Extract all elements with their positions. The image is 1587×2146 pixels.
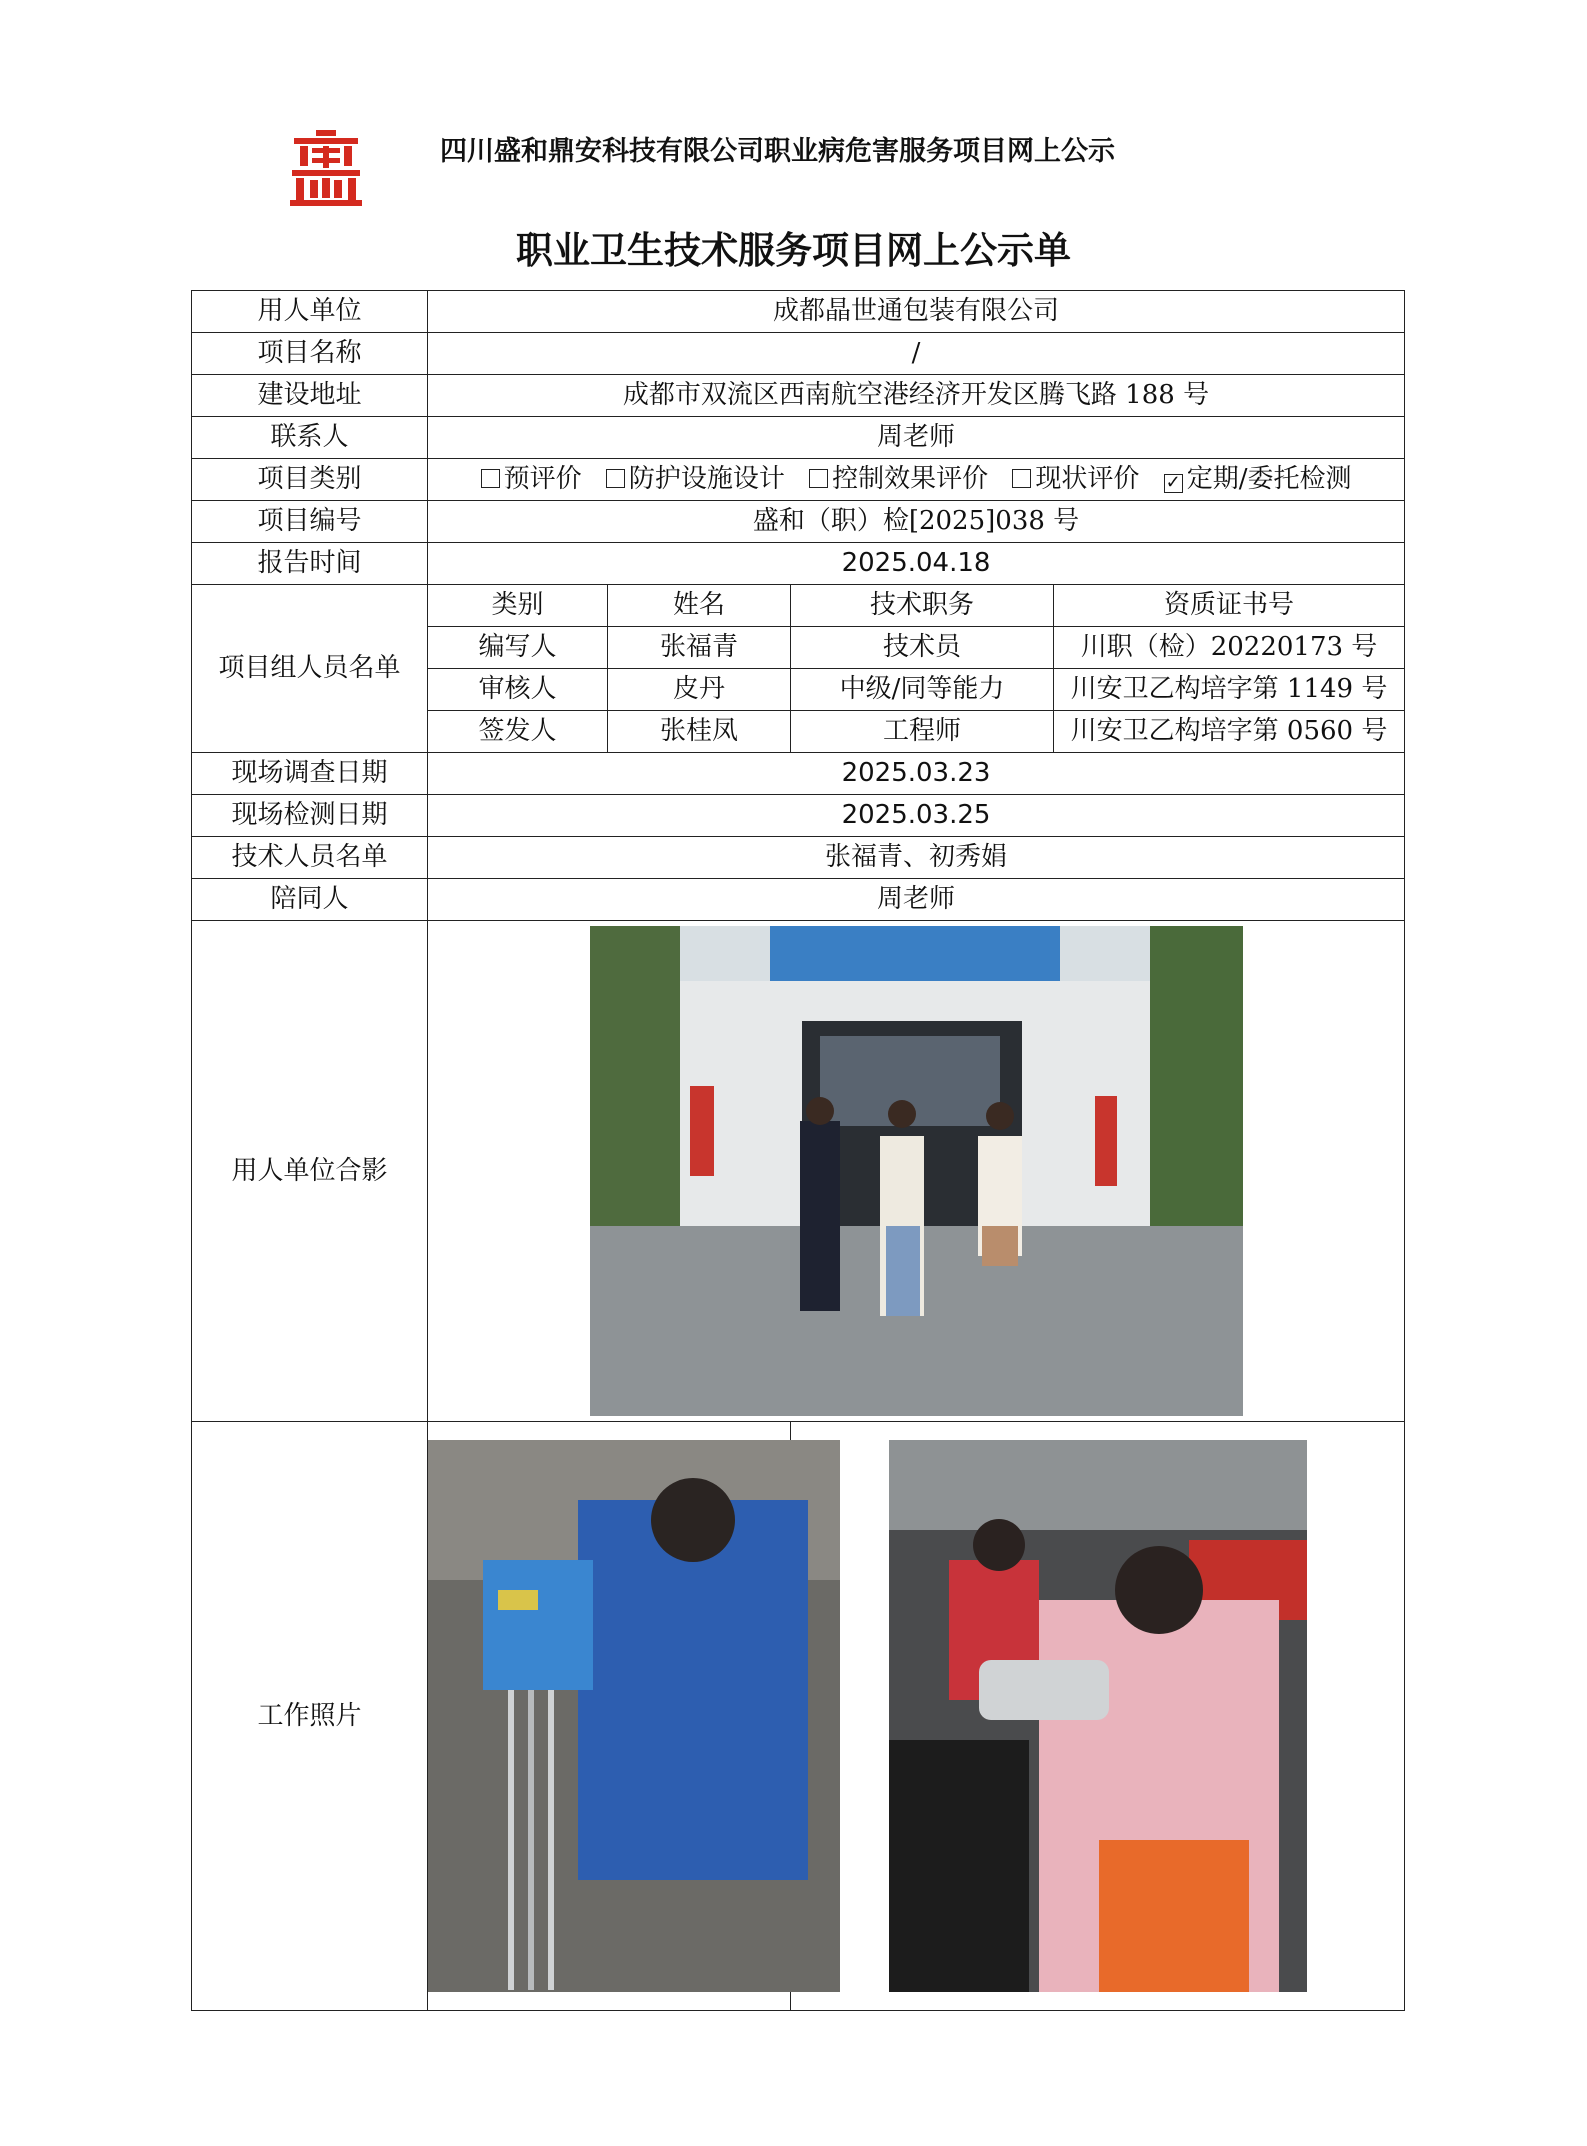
report-time-label: 报告时间 bbox=[192, 543, 428, 585]
team-cell: 川职（检）20220173 号 bbox=[1054, 627, 1405, 669]
checkbox-checked[interactable]: ✓ bbox=[1165, 472, 1181, 494]
row-report-time bbox=[192, 543, 1405, 585]
category-option: ✓ 定期/委托检测 bbox=[1165, 464, 1352, 495]
checkbox[interactable] bbox=[1012, 469, 1031, 488]
row-work-photos bbox=[192, 1422, 1405, 2011]
project-name-label: 项目名称 bbox=[192, 333, 428, 375]
accompany-label: 陪同人 bbox=[192, 879, 428, 921]
tech-staff-label: 技术人员名单 bbox=[192, 837, 428, 879]
row-category bbox=[192, 459, 1405, 501]
announcement-table bbox=[191, 290, 1405, 2011]
address-value: 成都市双流区西南航空港经济开发区腾飞路 188 号 bbox=[428, 375, 1405, 417]
category-options bbox=[428, 459, 1405, 501]
team-cell: 皮丹 bbox=[608, 669, 791, 711]
row-survey-date bbox=[192, 753, 1405, 795]
employer-label: 用人单位 bbox=[192, 291, 428, 333]
survey-date-value: 2025.03.23 bbox=[428, 753, 1405, 795]
contact-label: 联系人 bbox=[192, 417, 428, 459]
team-header-cell: 类别 bbox=[428, 585, 608, 627]
work-photo-1-image bbox=[428, 1440, 840, 1992]
checkbox[interactable] bbox=[481, 469, 500, 488]
category-option: 现状评价 bbox=[1012, 465, 1139, 494]
team-cell: 川安卫乙构培字第 0560 号 bbox=[1054, 711, 1405, 753]
row-test-date bbox=[192, 795, 1405, 837]
test-date-label: 现场检测日期 bbox=[192, 795, 428, 837]
team-cell: 张福青 bbox=[608, 627, 791, 669]
team-cell: 工程师 bbox=[791, 711, 1054, 753]
category-option: 防护设施设计 bbox=[606, 465, 785, 494]
report-time-value: 2025.04.18 bbox=[428, 543, 1405, 585]
project-no-label: 项目编号 bbox=[192, 501, 428, 543]
team-cell: 技术员 bbox=[791, 627, 1054, 669]
checkbox[interactable] bbox=[606, 469, 625, 488]
work-photo-2-image bbox=[889, 1440, 1307, 1992]
row-group-photo bbox=[192, 921, 1405, 1422]
group-photo-label: 用人单位合影 bbox=[192, 921, 428, 1422]
team-label: 项目组人员名单 bbox=[192, 585, 428, 753]
group-photo-cell bbox=[428, 921, 1405, 1422]
company-header: 四川盛和鼎安科技有限公司职业病危害服务项目网上公示 bbox=[440, 136, 1115, 167]
team-header-cell: 技术职务 bbox=[791, 585, 1054, 627]
row-team-header bbox=[192, 585, 1405, 627]
team-cell: 签发人 bbox=[428, 711, 608, 753]
row-employer bbox=[192, 291, 1405, 333]
contact-value: 周老师 bbox=[428, 417, 1405, 459]
row-project-no bbox=[192, 501, 1405, 543]
team-header-cell: 姓名 bbox=[608, 585, 791, 627]
work-photo-cell-1 bbox=[428, 1422, 791, 2011]
page-title: 职业卫生技术服务项目网上公示单 bbox=[516, 229, 1071, 272]
project-name-value: / bbox=[428, 333, 1405, 375]
row-project-name bbox=[192, 333, 1405, 375]
work-photo-cell-2 bbox=[791, 1422, 1405, 2011]
team-cell: 中级/同等能力 bbox=[791, 669, 1054, 711]
test-date-value: 2025.03.25 bbox=[428, 795, 1405, 837]
checkbox[interactable] bbox=[809, 469, 828, 488]
employer-value: 成都晶世通包装有限公司 bbox=[428, 291, 1405, 333]
row-accompany bbox=[192, 879, 1405, 921]
company-logo bbox=[286, 128, 366, 208]
survey-date-label: 现场调查日期 bbox=[192, 753, 428, 795]
accompany-value: 周老师 bbox=[428, 879, 1405, 921]
project-no-value: 盛和（职）检[2025]038 号 bbox=[428, 501, 1405, 543]
category-option: 预评价 bbox=[481, 465, 582, 494]
group-photo-image bbox=[590, 926, 1243, 1416]
work-photo-label: 工作照片 bbox=[192, 1422, 428, 2011]
row-contact bbox=[192, 417, 1405, 459]
team-header-cell: 资质证书号 bbox=[1054, 585, 1405, 627]
team-cell: 编写人 bbox=[428, 627, 608, 669]
tech-staff-value: 张福青、初秀娟 bbox=[428, 837, 1405, 879]
row-address bbox=[192, 375, 1405, 417]
row-tech-staff bbox=[192, 837, 1405, 879]
address-label: 建设地址 bbox=[192, 375, 428, 417]
team-cell: 川安卫乙构培字第 1149 号 bbox=[1054, 669, 1405, 711]
team-cell: 审核人 bbox=[428, 669, 608, 711]
category-option: 控制效果评价 bbox=[809, 465, 988, 494]
category-label: 项目类别 bbox=[192, 459, 428, 501]
team-cell: 张桂凤 bbox=[608, 711, 791, 753]
